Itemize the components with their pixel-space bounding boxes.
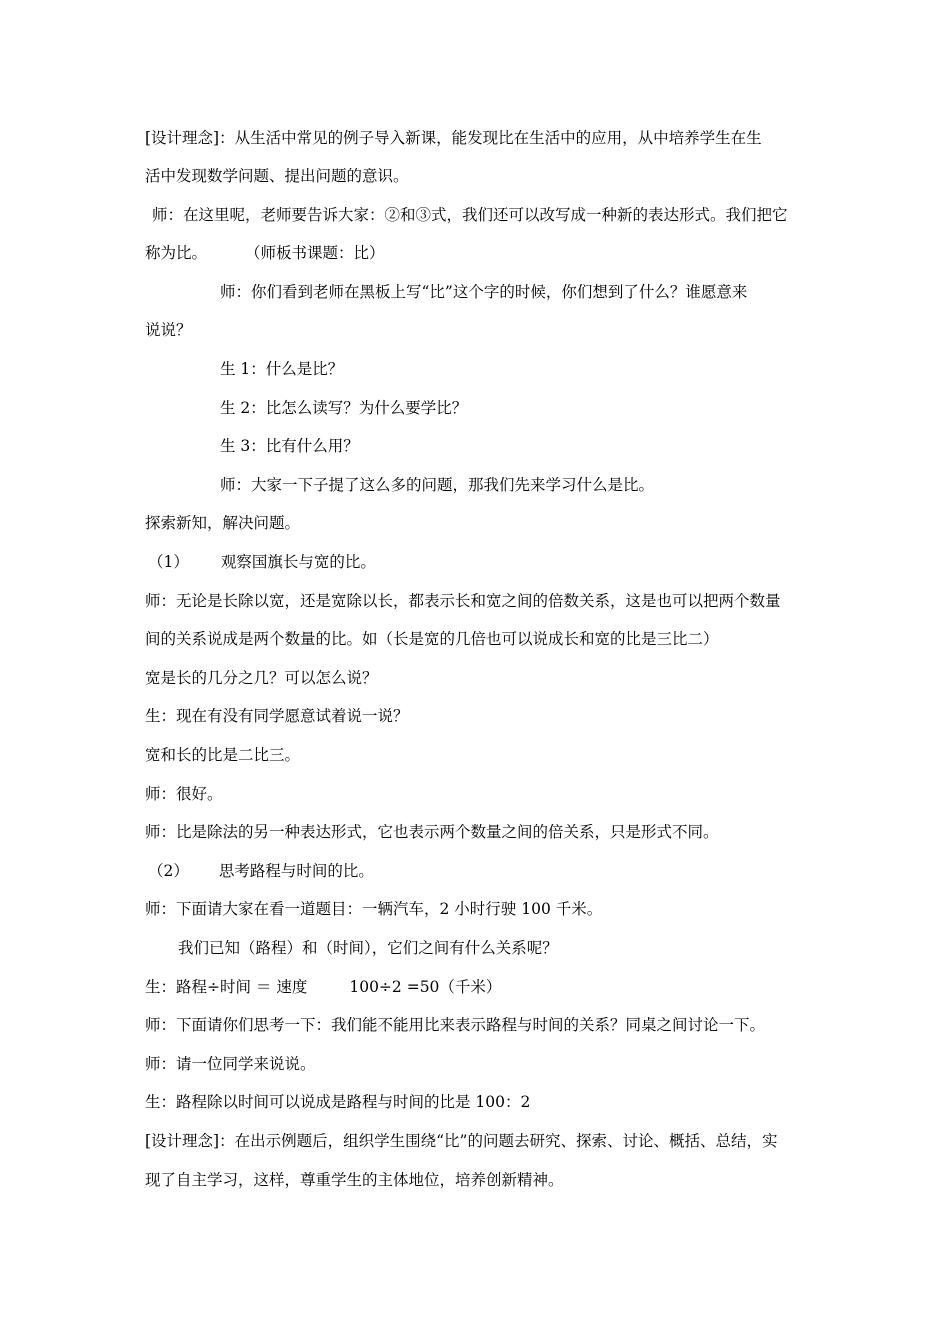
item-1-number: （1） — [148, 553, 189, 571]
student-3-line: 生 3：比有什么用？ — [220, 437, 359, 455]
teacher-intro-line-2 — [145, 243, 385, 263]
design-note-1-line-1: [设计理念]：从生活中常见的例子导入新课，能发现比在生活中的应用，从中培养学生在生 — [145, 129, 762, 147]
student-2-line: 生 2：比怎么读写？为什么要学比？ — [220, 399, 468, 417]
answer-line: 宽和长的比是二比三。 — [145, 746, 301, 764]
formula-text: 生：路程÷时间 ＝ 速度 — [145, 978, 308, 996]
problem-question-line: 我们已知（路程）和（时间），它们之间有什么关系呢？ — [178, 939, 558, 957]
teacher-ask-line: 师：请一位同学来说说。 — [145, 1055, 316, 1073]
teacher-explain-line-2: 间的关系说成是两个数量的比。如（长是宽的几倍也可以说成长和宽的比是三比二） — [145, 630, 719, 648]
teacher-response-line: 师：大家一下子提了这么多的问题，那我们先来学习什么是比。 — [220, 476, 655, 494]
student-1-line: 生 1：什么是比？ — [220, 360, 344, 378]
student-formula-line — [145, 977, 501, 997]
student-ratio-line: 生：路程除以时间可以说成是路程与时间的比是 100：2 — [145, 1093, 531, 1111]
teacher-praise-line: 师：很好。 — [145, 785, 223, 803]
teacher-problem-line: 师：下面请大家在看一道题目：一辆汽车，2 小时行驶 100 千米。 — [145, 900, 603, 918]
teacher-intro-line-1: 师：在这里呢，老师要告诉大家：②和③式，我们还可以改写成一种新的表达形式。我们把它 — [152, 206, 788, 224]
design-note-2-line-1: [设计理念]：在出示例题后，组织学生围绕“比”的问题去研究、探索、讨论、概括、总结，实 — [145, 1132, 778, 1150]
formula-calculation: 100÷2 =50（千米） — [349, 978, 502, 996]
design-note-1-line-2: 活中发现数学问题、提出问题的意识。 — [145, 167, 409, 185]
item-2-number: （2） — [148, 862, 189, 880]
teacher-question-line-2: 说说？ — [145, 321, 192, 339]
question-line: 宽是长的几分之几？可以怎么说？ — [145, 669, 378, 687]
item-1-line — [148, 552, 376, 572]
teacher-summary-line: 师：比是除法的另一种表达形式，它也表示两个数量之间的倍关系，只是形式不同。 — [145, 823, 719, 841]
teacher-intro-text: 称为比。 — [145, 244, 208, 262]
teacher-question-line-1: 师：你们看到老师在黑板上写“比”这个字的时候，你们想到了什么？谁愿意来 — [220, 283, 748, 301]
board-title-note: （师板书课题：比） — [245, 244, 385, 262]
teacher-explain-line-1: 师：无论是长除以宽，还是宽除以长，都表示长和宽之间的倍数关系，这是也可以把两个数量 — [145, 592, 781, 610]
design-note-2-line-2: 现了自主学习，这样，尊重学生的主体地位，培养创新精神。 — [145, 1171, 564, 1189]
item-1-title: 观察国旗长与宽的比。 — [220, 553, 376, 571]
item-2-title: 思考路程与时间的比。 — [218, 862, 374, 880]
student-prompt-line: 生：现在有没有同学愿意试着说一说？ — [145, 707, 409, 725]
item-2-line — [148, 861, 374, 881]
teacher-discuss-line: 师：下面请你们思考一下：我们能不能用比来表示路程与时间的关系？同桌之间讨论一下。 — [145, 1016, 766, 1034]
section-heading-explore: 探索新知，解决问题。 — [145, 514, 301, 532]
